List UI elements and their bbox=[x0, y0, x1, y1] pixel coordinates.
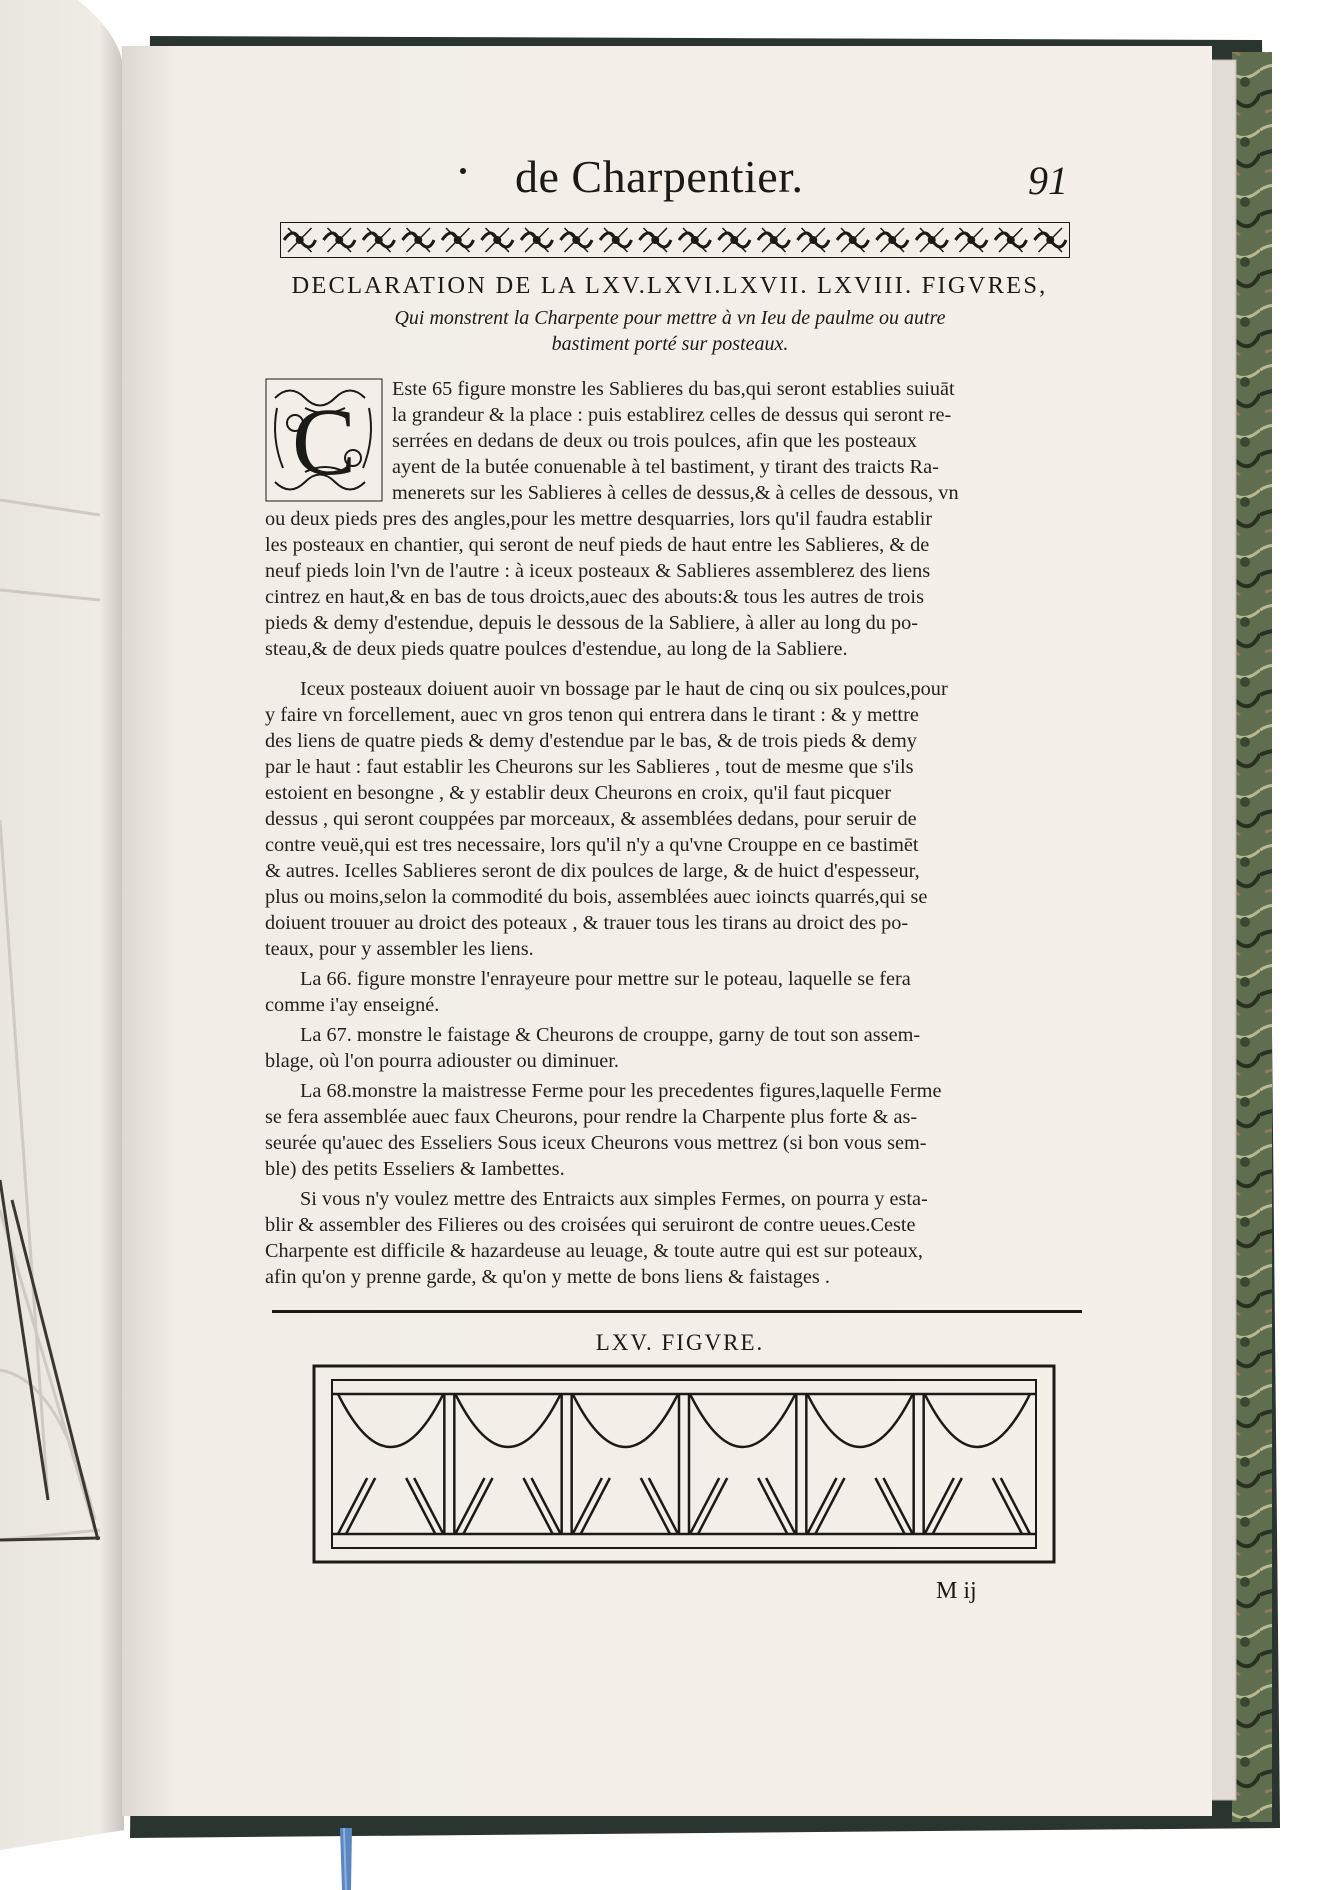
ornament-motif bbox=[640, 228, 672, 252]
straight-brace bbox=[455, 1478, 484, 1534]
arched-brace bbox=[573, 1394, 678, 1447]
straight-brace bbox=[338, 1478, 367, 1534]
text-line: menerets sur les Sablieres à celles de dessus,& à celles de dessous, vn bbox=[392, 482, 959, 504]
timber-frame-figure bbox=[312, 1364, 1056, 1564]
ornament-motif bbox=[600, 228, 632, 252]
straight-brace bbox=[883, 1478, 912, 1534]
text-line: ou deux pieds pres des angles,pour les mettre desquarries, lors qu'il faudra establir bbox=[265, 508, 933, 530]
straight-brace bbox=[641, 1478, 670, 1534]
text-line: y faire vn forcellement, auec vn gros tenon qui entrera dans le tirant : & y mettre bbox=[265, 704, 919, 726]
ornament-motif bbox=[679, 228, 711, 252]
text-line: ble) des petits Esseliers & Iambettes. bbox=[265, 1158, 565, 1180]
section-subheading-line: bastiment porté sur posteaux. bbox=[551, 333, 789, 355]
straight-brace bbox=[406, 1478, 435, 1534]
straight-brace bbox=[414, 1478, 443, 1534]
straight-brace bbox=[531, 1478, 560, 1534]
ornament-motif bbox=[798, 228, 830, 252]
straight-brace bbox=[573, 1478, 602, 1534]
text-line: Iceux posteaux doiuent auoir vn bossage par le haut de cinq ou six poulces,pour bbox=[300, 678, 948, 700]
straight-brace bbox=[925, 1478, 954, 1534]
text-line: La 66. figure monstre l'enrayeure pour mettre sur le poteau, laquelle se fera bbox=[300, 968, 911, 990]
text-line: par le haut : faut establir les Cheurons sur les Sablieres , tout de mesme que s'ils bbox=[265, 756, 914, 778]
arched-brace bbox=[455, 1394, 560, 1447]
drop-cap-letter: C bbox=[291, 388, 357, 495]
marbled-endpaper bbox=[1232, 52, 1272, 1822]
text-line: La 68.monstre la maistresse Ferme pour les precedentes figures,laquelle Ferme bbox=[300, 1080, 942, 1102]
page-number: 91 bbox=[1028, 158, 1068, 203]
straight-brace bbox=[649, 1478, 678, 1534]
straight-brace bbox=[758, 1478, 787, 1534]
running-title: de Charpentier. bbox=[515, 151, 804, 202]
straight-brace bbox=[766, 1478, 795, 1534]
running-head-mark bbox=[460, 168, 466, 174]
text-line: la grandeur & la place : puis establirez celles de dessus qui seront re- bbox=[392, 404, 952, 426]
text-line: cintrez en haut,& en bas de tous droicts,auec des abouts:& tous les autres de trois bbox=[265, 586, 924, 608]
text-line: doiuent trouuer au droict des poteaux , & trauer tous les tirans au droict des po- bbox=[265, 912, 909, 934]
text-line: se fera assemblée auec faux Cheurons, pour rendre la Charpente plus forte & as- bbox=[265, 1106, 918, 1128]
straight-brace bbox=[1001, 1478, 1030, 1534]
ornament-motif bbox=[442, 228, 474, 252]
text-line: ayent de la butée conuenable à tel bastiment, y tirant des traicts Ra- bbox=[392, 456, 939, 478]
text-line: blir & assembler des Filieres ou des croisées qui seruiront de contre ueues.Ceste bbox=[265, 1214, 916, 1236]
bookmark-ribbon bbox=[336, 1828, 356, 1890]
figure-border bbox=[314, 1366, 1054, 1562]
signature-mark: M ij bbox=[936, 1578, 977, 1604]
straight-brace bbox=[698, 1478, 727, 1534]
straight-brace bbox=[807, 1478, 836, 1534]
arched-brace bbox=[690, 1394, 795, 1447]
text-line: les posteaux en chantier, qui seront de neuf pieds de haut entre les Sablieres, & de bbox=[265, 534, 930, 556]
ornament-motif bbox=[877, 228, 909, 252]
drop-cap bbox=[265, 378, 383, 502]
section-subheading-line: Qui monstrent la Charpente pour mettre à vn Ieu de paulme ou autre bbox=[394, 307, 946, 329]
ornament-motif bbox=[521, 228, 553, 252]
text-line: contre veuë,qui est tres necessaire, lors qu'il n'y a qu'vne Crouppe en ce bastimēt bbox=[265, 834, 919, 856]
ornament-motif bbox=[758, 228, 790, 252]
straight-brace bbox=[993, 1478, 1022, 1534]
text-line: afin qu'on y prenne garde, & qu'on y mette de bons liens & faistages . bbox=[265, 1266, 830, 1288]
text-line: Este 65 figure monstre les Sablieres du bas,qui seront establies suiuāt bbox=[392, 378, 955, 400]
ornament-motif bbox=[719, 228, 751, 252]
ornament-motif bbox=[561, 228, 593, 252]
text-line: des liens de quatre pieds & demy d'estendue par le bas, & de trois pieds & demy bbox=[265, 730, 917, 752]
text-line: & autres. Icelles Sablieres seront de dix poulces de large, & de huict d'espesseur, bbox=[265, 860, 920, 882]
text-line: pieds & demy d'estendue, depuis le dessous de la Sabliere, à aller au long du po- bbox=[265, 612, 919, 634]
ornament-motif bbox=[837, 228, 869, 252]
ornament-motif bbox=[284, 228, 316, 252]
left-page bbox=[0, 0, 124, 1850]
text-line: teaux, pour y assembler les liens. bbox=[265, 938, 534, 960]
ornament-motif bbox=[995, 228, 1027, 252]
straight-brace bbox=[875, 1478, 904, 1534]
horizontal-rule bbox=[272, 1310, 1082, 1313]
section-heading: DECLARATION DE LA LXV.LXVI.LXVII. LXVIII. FIGVRES, bbox=[291, 272, 1048, 299]
straight-brace bbox=[815, 1478, 844, 1534]
text-line: Si vous n'y voulez mettre des Entraicts aux simples Fermes, on pourra y esta- bbox=[300, 1188, 928, 1210]
text-line: estoient en besongne , & y establir deux Cheurons en croix, qu'il faut picquer bbox=[265, 782, 892, 804]
straight-brace bbox=[346, 1478, 375, 1534]
figure-caption: LXV. FIGVRE. bbox=[595, 1330, 765, 1355]
text-line: blage, où l'on pourra adiouster ou diminuer. bbox=[265, 1050, 619, 1072]
straight-brace bbox=[933, 1478, 962, 1534]
arched-brace bbox=[807, 1394, 912, 1447]
ornamental-headpiece bbox=[280, 222, 1070, 258]
ornament-motif bbox=[363, 228, 395, 252]
straight-brace bbox=[523, 1478, 552, 1534]
straight-brace bbox=[581, 1478, 610, 1534]
ornament-motif bbox=[956, 228, 988, 252]
text-line: dessus , qui seront couppées par morceaux, & assemblées dedans, pour seruir de bbox=[265, 808, 917, 830]
ornament-motif bbox=[1035, 228, 1067, 252]
text-line: La 67. monstre le faistage & Cheurons de crouppe, garny de tout son assem- bbox=[300, 1024, 921, 1046]
arched-brace bbox=[925, 1394, 1030, 1447]
text-line: comme i'ay enseigné. bbox=[265, 994, 440, 1016]
page-edges bbox=[1208, 60, 1236, 1800]
arched-brace bbox=[338, 1394, 443, 1447]
text-line: steau,& de deux pieds quatre poulces d'estendue, au long de la Sabliere. bbox=[265, 638, 848, 660]
ornament-motif bbox=[482, 228, 514, 252]
ornament-motif bbox=[916, 228, 948, 252]
straight-brace bbox=[463, 1478, 492, 1534]
drop-cap-ornament bbox=[265, 378, 383, 502]
text-line: Charpente est difficile & hazardeuse au leuage, & toute autre qui est sur poteaux, bbox=[265, 1240, 923, 1262]
ornament-motif bbox=[403, 228, 435, 252]
straight-brace bbox=[690, 1478, 719, 1534]
text-line: serrées en dedans de deux ou trois poulces, afin que les posteaux bbox=[392, 430, 917, 452]
text-line: neuf pieds loin l'vn de l'autre : à iceux posteaux & Sablieres assemblerez des liens bbox=[265, 560, 931, 582]
text-line: seurée qu'auec des Esseliers Sous iceux Cheurons vous mettrez (si bon vous sem- bbox=[265, 1132, 927, 1154]
ornament-motif bbox=[324, 228, 356, 252]
text-line: plus ou moins,selon la commodité du bois, assemblées auec ioincts quarrés,qui se bbox=[265, 886, 928, 908]
